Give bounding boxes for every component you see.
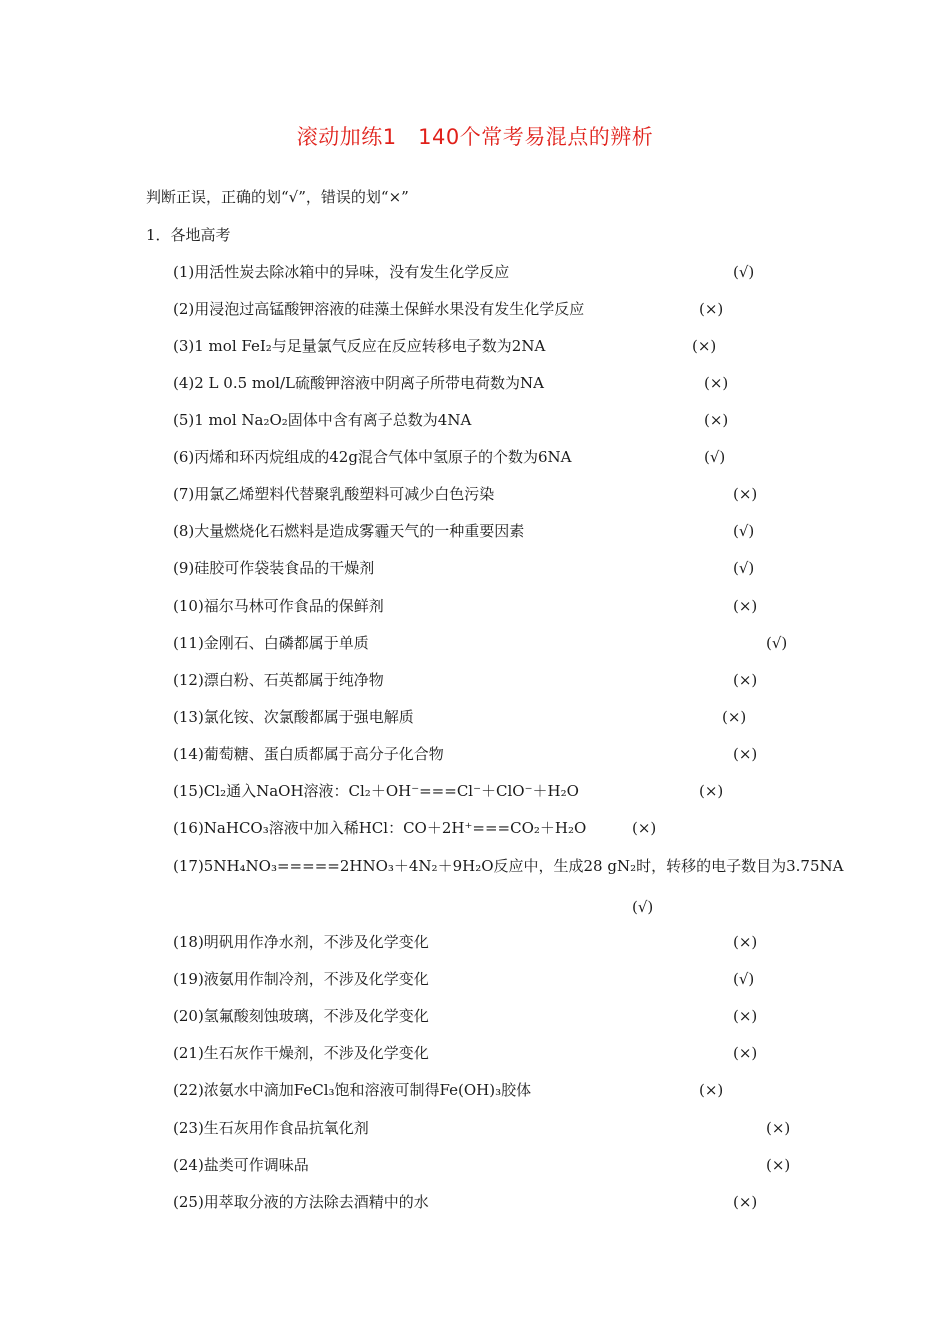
question-item: (12)漂白粉、石英都属于纯净物 (173, 671, 384, 689)
answer-mark: (×) (722, 708, 747, 726)
answer-mark: (√) (733, 559, 755, 577)
answer-mark: (√) (733, 522, 755, 540)
answer-mark: (×) (733, 485, 758, 503)
section-heading: 1．各地高考 (146, 226, 231, 244)
question-item: (18)明矾用作净水剂，不涉及化学变化 (173, 933, 429, 951)
instruction-text: 判断正误，正确的划“√”，错误的划“×” (146, 188, 409, 206)
question-item: (22)浓氨水中滴加FeCl₃饱和溶液可制得Fe(OH)₃胶体 (173, 1081, 532, 1099)
answer-mark: (×) (733, 671, 758, 689)
question-item: (14)葡萄糖、蛋白质都属于高分子化合物 (173, 745, 444, 763)
answer-mark: (√) (704, 448, 726, 466)
answer-mark: (×) (704, 374, 729, 392)
answer-mark: (×) (733, 597, 758, 615)
question-item: (9)硅胶可作袋装食品的干燥剂 (173, 559, 375, 577)
question-item: (17)5NH₄NO₃=====2HNO₃＋4N₂＋9H₂O反应中，生成28 gN₂时，转移的电子数目为3.75NA (173, 857, 844, 875)
question-item: (7)用氯乙烯塑料代替聚乳酸塑料可减少白色污染 (173, 485, 495, 503)
answer-mark: (√) (733, 970, 755, 988)
question-item: (13)氯化铵、次氯酸都属于强电解质 (173, 708, 414, 726)
answer-mark: (×) (632, 819, 657, 837)
question-item: (5)1 mol Na₂O₂固体中含有离子总数为4NA (173, 411, 472, 429)
question-item: (1)用活性炭去除冰箱中的异味，没有发生化学反应 (173, 263, 510, 281)
answer-mark: (×) (733, 1007, 758, 1025)
answer-mark: (×) (766, 1156, 791, 1174)
answer-mark: (√) (733, 263, 755, 281)
question-item: (3)1 mol FeI₂与足量氯气反应在反应转移电子数为2NA (173, 337, 546, 355)
answer-mark: (×) (704, 411, 729, 429)
question-item: (2)用浸泡过高锰酸钾溶液的硅藻土保鲜水果没有发生化学反应 (173, 300, 585, 318)
question-item: (15)Cl₂通入NaOH溶液：Cl₂＋OH⁻===Cl⁻＋ClO⁻＋H₂O (173, 782, 579, 800)
question-item: (21)生石灰作干燥剂，不涉及化学变化 (173, 1044, 429, 1062)
question-item: (16)NaHCO₃溶液中加入稀HCl：CO＋2H⁺===CO₂＋H₂O (173, 819, 587, 837)
question-item: (24)盐类可作调味品 (173, 1156, 309, 1174)
answer-mark: (×) (692, 337, 717, 355)
question-item: (10)福尔马林可作食品的保鲜剂 (173, 597, 384, 615)
answer-mark: (√) (632, 898, 654, 916)
answer-mark: (×) (699, 782, 724, 800)
answer-mark: (×) (733, 1193, 758, 1211)
question-item: (6)丙烯和环丙烷组成的42g混合气体中氢原子的个数为6NA (173, 448, 572, 466)
answer-mark: (×) (699, 1081, 724, 1099)
question-item: (4)2 L 0.5 mol/L硫酸钾溶液中阴离子所带电荷数为NA (173, 374, 544, 392)
answer-mark: (×) (733, 745, 758, 763)
page-title: 滚动加练1 140个常考易混点的辨析 (296, 125, 654, 149)
question-item: (23)生石灰用作食品抗氧化剂 (173, 1119, 369, 1137)
answer-mark: (×) (699, 300, 724, 318)
question-item: (19)液氨用作制冷剂，不涉及化学变化 (173, 970, 429, 988)
answer-mark: (√) (766, 634, 788, 652)
question-item: (11)金刚石、白磷都属于单质 (173, 634, 369, 652)
answer-mark: (×) (766, 1119, 791, 1137)
question-item: (8)大量燃烧化石燃料是造成雾霾天气的一种重要因素 (173, 522, 525, 540)
question-item: (25)用萃取分液的方法除去酒精中的水 (173, 1193, 429, 1211)
answer-mark: (×) (733, 1044, 758, 1062)
question-item: (20)氢氟酸刻蚀玻璃，不涉及化学变化 (173, 1007, 429, 1025)
answer-mark: (×) (733, 933, 758, 951)
